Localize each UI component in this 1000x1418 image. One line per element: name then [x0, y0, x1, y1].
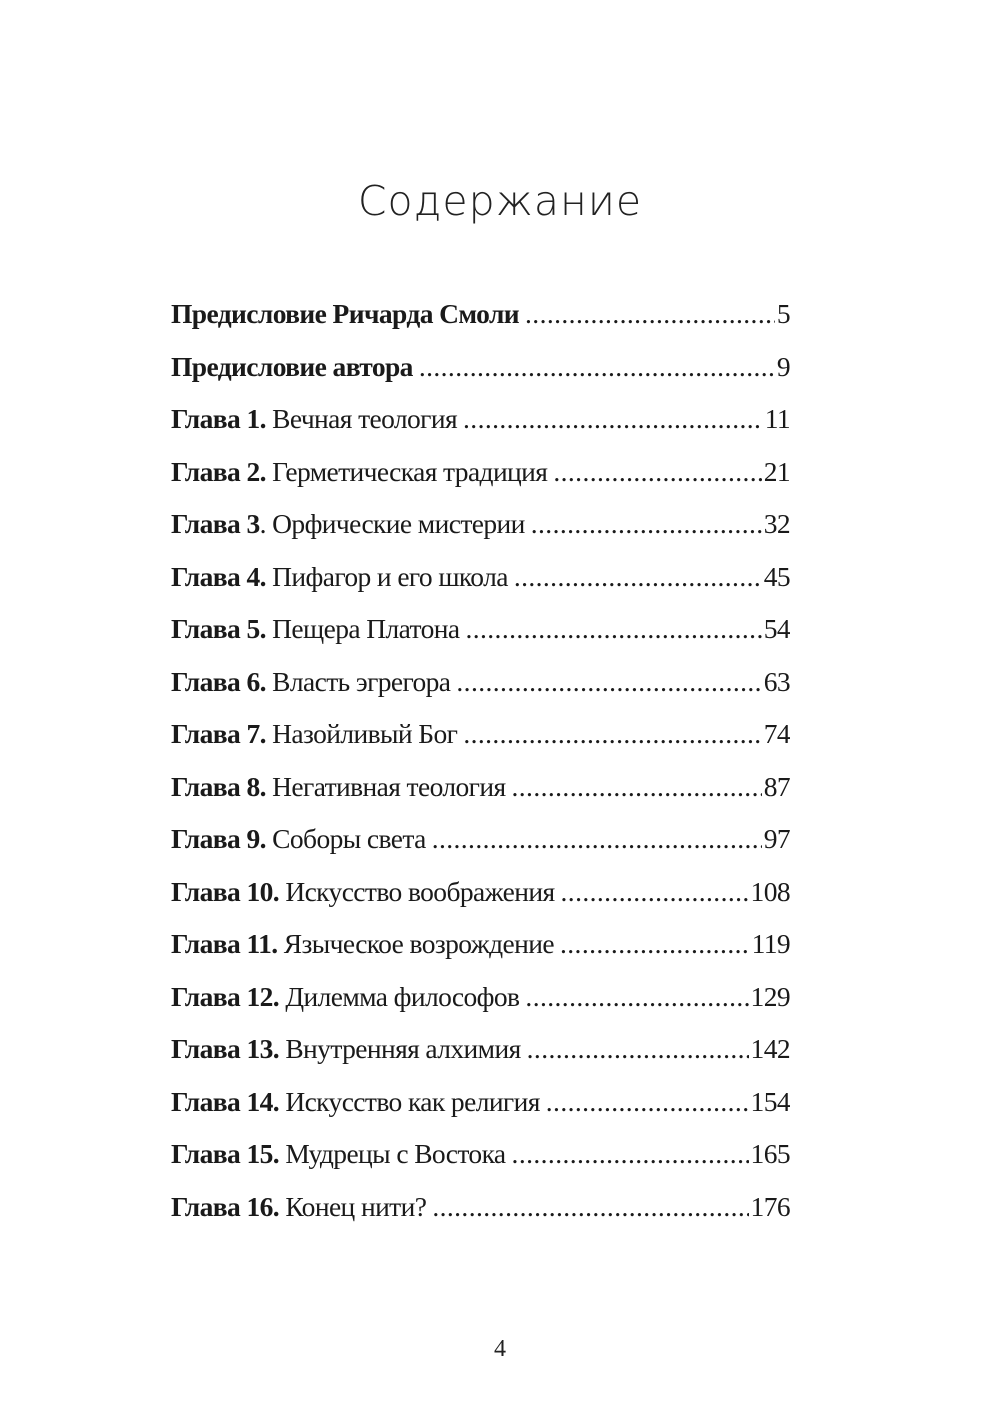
toc-leader-dots [527, 1033, 749, 1065]
toc-leader-dots [560, 928, 750, 960]
toc-entry-prefix: Предисловие автора [171, 350, 413, 382]
toc-entry-title: Мудрецы с Востока [285, 1138, 506, 1169]
toc-entry-page: 129 [750, 980, 790, 1012]
toc-entry-prefix: Глава 16. [171, 1190, 280, 1222]
toc-entry-label [171, 666, 450, 698]
toc-entry[interactable] [171, 456, 790, 509]
toc-entry-title: Дилемма философов [285, 980, 520, 1012]
page-number: 4 [494, 1336, 506, 1362]
toc-entry-prefix: Глава 13. [171, 1033, 280, 1064]
toc-entry-title: Конец нити? [285, 1190, 427, 1222]
toc-entry-prefix: Глава 2. [171, 455, 266, 487]
toc-entry[interactable] [171, 508, 790, 561]
toc-entry-prefix: Глава 4. [171, 560, 266, 592]
toc-entry-prefix: Глава 3 [171, 508, 260, 539]
toc-entry-label [171, 351, 413, 383]
toc-entry-label [171, 1191, 426, 1223]
toc-entry-prefix: Глава 1. [171, 403, 266, 434]
toc-entry[interactable] [171, 666, 790, 719]
toc-entry-page: 63 [763, 665, 790, 697]
toc-entry-label [171, 981, 519, 1013]
toc-entry[interactable] [171, 351, 790, 404]
toc-leader-dots [553, 456, 761, 488]
toc-entry-title: Герметическая традиция [272, 455, 548, 487]
toc-leader-dots [525, 298, 775, 330]
toc-entry-page: 87 [763, 770, 790, 802]
toc-entry[interactable] [171, 403, 790, 456]
toc-entry-label [171, 613, 459, 645]
toc-entry-page: 108 [750, 875, 790, 907]
toc-entry-label [171, 456, 547, 488]
toc-entry[interactable] [171, 1191, 790, 1244]
toc-entry-title: Искусство воображения [285, 875, 555, 907]
toc-entry-label [171, 823, 426, 855]
toc-leader-dots [463, 403, 763, 435]
toc-entry[interactable] [171, 298, 790, 351]
toc-entry[interactable] [171, 928, 790, 981]
toc-entry[interactable] [171, 823, 790, 876]
toc-entry-page: 119 [751, 928, 790, 959]
toc-entry-prefix: Глава 12. [171, 980, 280, 1012]
toc-entry-label [171, 508, 525, 540]
toc-leader-dots [512, 1138, 749, 1170]
toc-leader-dots [546, 1086, 749, 1118]
toc-entry-label [171, 298, 519, 330]
toc-entry[interactable] [171, 1033, 790, 1086]
toc-leader-dots [432, 1191, 748, 1223]
toc-leader-dots [465, 613, 761, 645]
toc-leader-dots [456, 666, 761, 698]
toc-leader-dots [432, 823, 762, 855]
toc-leader-dots [463, 718, 761, 750]
toc-entry-page: 176 [750, 1190, 790, 1222]
toc-entry-label [171, 561, 508, 593]
toc-entry-title: Пифагор и его школа [272, 560, 508, 592]
toc-entry-separator: . [259, 508, 273, 539]
toc-leader-dots [525, 981, 748, 1013]
toc-entry-title: Языческое возрождение [283, 928, 554, 959]
toc-leader-dots [419, 351, 775, 383]
toc-entry-title: Назойливый Бог [272, 718, 458, 749]
toc-entry-label [171, 876, 555, 908]
toc-entry-label [171, 718, 457, 750]
toc-entry-prefix: Предисловие Ричарда Смоли [171, 298, 520, 329]
toc-entry-label [171, 1086, 540, 1118]
toc-entry-page: 32 [763, 508, 790, 539]
toc-leader-dots [514, 561, 762, 593]
toc-entry-page: 9 [776, 350, 790, 382]
toc-entry-title: Пещера Платона [272, 613, 460, 644]
toc-leader-dots [531, 508, 762, 540]
toc-entry-label [171, 928, 554, 960]
toc-entry-title: Соборы света [272, 823, 426, 854]
toc-entry-prefix: Глава 10. [171, 875, 280, 907]
toc-entry[interactable] [171, 613, 790, 666]
toc-entry-title: Искусство как религия [285, 1085, 540, 1117]
toc-entry-page: 97 [763, 823, 790, 854]
toc-entry[interactable] [171, 771, 790, 824]
toc-entry-label [171, 771, 506, 803]
toc-entry-prefix: Глава 9. [171, 823, 266, 854]
toc-leader-dots [561, 876, 749, 908]
toc-entry-label [171, 403, 457, 435]
toc-entry-page: 11 [764, 403, 790, 434]
toc-entry-title: Орфические мистерии [272, 508, 525, 539]
toc-entry-title: Власть эгрегора [272, 665, 451, 697]
toc-entry-prefix: Глава 6. [171, 665, 266, 697]
toc-entry-prefix: Глава 8. [171, 770, 266, 802]
toc-entry[interactable] [171, 876, 790, 929]
toc-entry-label [171, 1138, 506, 1170]
page-title: Содержание [357, 177, 643, 226]
toc-entry[interactable] [171, 561, 790, 614]
toc-entry[interactable] [171, 981, 790, 1034]
toc-entry-page: 142 [750, 1033, 790, 1064]
toc-entry-prefix: Глава 5. [171, 613, 266, 644]
toc-entry-title: Негативная теология [272, 770, 506, 802]
toc-leader-dots [512, 771, 762, 803]
toc-entry-page: 154 [750, 1085, 790, 1117]
toc-entry-page: 165 [750, 1138, 790, 1169]
toc-entry-prefix: Глава 14. [171, 1085, 280, 1117]
toc-entry-prefix: Глава 11. [171, 928, 278, 959]
toc-entry-page: 5 [776, 298, 790, 329]
toc-entry[interactable] [171, 718, 790, 771]
toc-entry-label [171, 1033, 521, 1065]
toc-entry-page: 21 [763, 455, 790, 487]
toc-entry-page: 74 [763, 718, 790, 749]
toc-entry-prefix: Глава 15. [171, 1138, 280, 1169]
toc-entry-title: Внутренняя алхимия [285, 1033, 521, 1064]
toc-entry-page: 54 [763, 613, 790, 644]
toc-entry-page: 45 [763, 560, 790, 592]
table-of-contents [171, 298, 790, 1243]
toc-entry-prefix: Глава 7. [171, 718, 266, 749]
toc-entry[interactable] [171, 1138, 790, 1191]
toc-entry[interactable] [171, 1086, 790, 1139]
toc-entry-title: Вечная теология [272, 403, 458, 434]
